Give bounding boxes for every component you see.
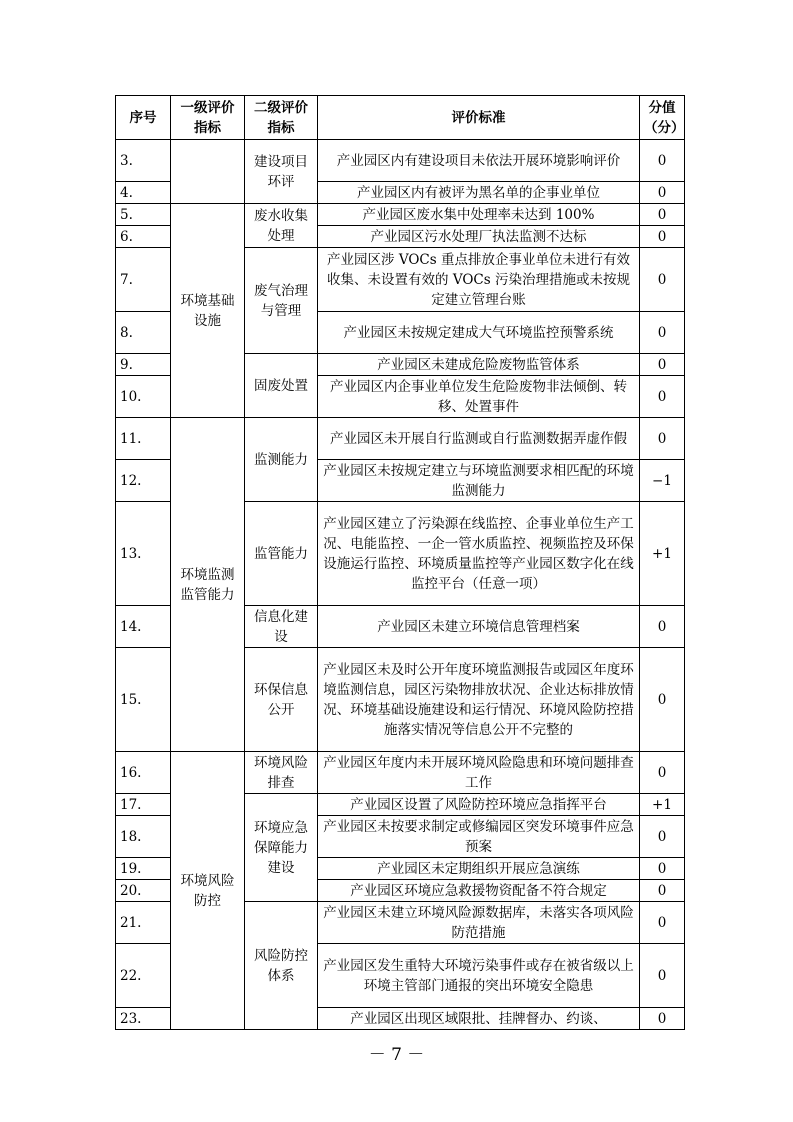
level2-wastewater: 废水收集处理	[245, 204, 318, 248]
row-score: 0	[640, 354, 685, 376]
row-standard: 产业园区废水集中处理率未达到 100%	[318, 204, 640, 226]
level2-supervise-ability: 监管能力	[245, 502, 318, 606]
row-no: 13.	[116, 502, 171, 606]
level2-monitor-ability: 监测能力	[245, 418, 318, 502]
row-standard: 产业园区发生重特大环境污染事件或存在被省级以上环境主管部门通报的突出环境安全隐患	[318, 944, 640, 1008]
row-score: 0	[640, 752, 685, 794]
row-score: 0	[640, 880, 685, 902]
row-score: 0	[640, 182, 685, 204]
row-score: +1	[640, 794, 685, 816]
row-standard: 产业园区年度内未开展环境风险隐患和环境问题排查工作	[318, 752, 640, 794]
row-standard: 产业园区涉 VOCs 重点排放企事业单位未进行有效收集、未设置有效的 VOCs 污染治理措施或未按规定建立管理台账	[318, 248, 640, 312]
table-row	[116, 418, 685, 460]
level2-exhaust: 废气治理与管理	[245, 248, 318, 354]
row-no: 19.	[116, 858, 171, 880]
row-no: 4.	[116, 182, 171, 204]
row-no: 11.	[116, 418, 171, 460]
level2-risk-check: 环境风险排查	[245, 752, 318, 794]
row-standard: 产业园区建立了污染源在线监控、企事业单位生产工况、电能监控、一企一管水质监控、视频监控及环保设施运行监控、环境质量监控等产业园区数字化在线监控平台（任意一项）	[318, 502, 640, 606]
level2-info-build: 信息化建设	[245, 606, 318, 648]
row-standard: 产业园区未按要求制定或修编园区突发环境事件应急预案	[318, 816, 640, 858]
row-no: 10.	[116, 376, 171, 418]
row-no: 14.	[116, 606, 171, 648]
row-no: 22.	[116, 944, 171, 1008]
row-score: 0	[640, 858, 685, 880]
row-no: 20.	[116, 880, 171, 902]
row-score: 0	[640, 1008, 685, 1030]
row-standard: 产业园区未开展自行监测或自行监测数据弄虚作假	[318, 418, 640, 460]
level2-risk-system: 风险防控体系	[245, 902, 318, 1030]
row-no: 8.	[116, 312, 171, 354]
level1-env-monitor: 环境监测监管能力	[171, 418, 245, 752]
row-score: 0	[640, 376, 685, 418]
row-standard: 产业园区未建立环境风险源数据库，未落实各项风险防范措施	[318, 902, 640, 944]
level2-solid-waste: 固废处置	[245, 354, 318, 418]
row-score: 0	[640, 312, 685, 354]
row-no: 21.	[116, 902, 171, 944]
row-score: 0	[640, 248, 685, 312]
level1-empty	[171, 140, 245, 204]
row-standard: 产业园区污水处理厂执法监测不达标	[318, 226, 640, 248]
row-no: 23.	[116, 1008, 171, 1030]
row-no: 9.	[116, 354, 171, 376]
row-standard: 产业园区未按规定建立与环境监测要求相匹配的环境监测能力	[318, 460, 640, 502]
row-score: 0	[640, 944, 685, 1008]
row-standard: 产业园区未按规定建成大气环境监控预警系统	[318, 312, 640, 354]
row-score: 0	[640, 816, 685, 858]
row-standard: 产业园区未及时公开年度环境监测报告或园区年度环境监测信息，园区污染物排放状况、企业达标排放情况、环境基础设施建设和运行情况、环境风险防控措施落实情况等信息公开不完整的	[318, 648, 640, 752]
row-no: 15.	[116, 648, 171, 752]
row-score: +1	[640, 502, 685, 606]
header-standard: 评价标准	[318, 96, 640, 140]
row-score: 0	[640, 226, 685, 248]
row-no: 7.	[116, 248, 171, 312]
row-standard: 产业园区出现区域限批、挂牌督办、约谈、	[318, 1008, 640, 1030]
table-header-row	[116, 96, 685, 140]
level2-build-eia: 建设项目环评	[245, 140, 318, 204]
header-level2: 二级评价指标	[245, 96, 318, 140]
header-no: 序号	[116, 96, 171, 140]
row-no: 16.	[116, 752, 171, 794]
row-no: 6.	[116, 226, 171, 248]
level2-emergency: 环境应急保障能力建设	[245, 794, 318, 902]
row-standard: 产业园区未建立环境信息管理档案	[318, 606, 640, 648]
row-score: 0	[640, 418, 685, 460]
row-score: 0	[640, 204, 685, 226]
row-no: 17.	[116, 794, 171, 816]
row-standard: 产业园区内有建设项目未依法开展环境影响评价	[318, 140, 640, 182]
level1-env-risk: 环境风险防控	[171, 752, 245, 1030]
row-standard: 产业园区设置了风险防控环境应急指挥平台	[318, 794, 640, 816]
row-no: 3.	[116, 140, 171, 182]
table-row	[116, 752, 685, 794]
row-no: 5.	[116, 204, 171, 226]
row-score: 0	[640, 902, 685, 944]
row-no: 12.	[116, 460, 171, 502]
row-standard: 产业园区未定期组织开展应急演练	[318, 858, 640, 880]
table-row	[116, 140, 685, 182]
row-standard: 产业园区未建成危险废物监管体系	[318, 354, 640, 376]
level2-env-disclosure: 环保信息公开	[245, 648, 318, 752]
row-score: 0	[640, 140, 685, 182]
header-score: 分值（分）	[640, 96, 685, 140]
row-score: −1	[640, 460, 685, 502]
row-no: 18.	[116, 816, 171, 858]
row-standard: 产业园区环境应急救援物资配备不符合规定	[318, 880, 640, 902]
level1-env-infra: 环境基础设施	[171, 204, 245, 418]
table-row	[116, 204, 685, 226]
row-standard: 产业园区内有被评为黑名单的企事业单位	[318, 182, 640, 204]
evaluation-table	[115, 95, 685, 1030]
header-level1: 一级评价指标	[171, 96, 245, 140]
row-score: 0	[640, 648, 685, 752]
row-standard: 产业园区内企事业单位发生危险废物非法倾倒、转移、处置事件	[318, 376, 640, 418]
row-score: 0	[640, 606, 685, 648]
page-number: － 7 －	[368, 1045, 425, 1065]
